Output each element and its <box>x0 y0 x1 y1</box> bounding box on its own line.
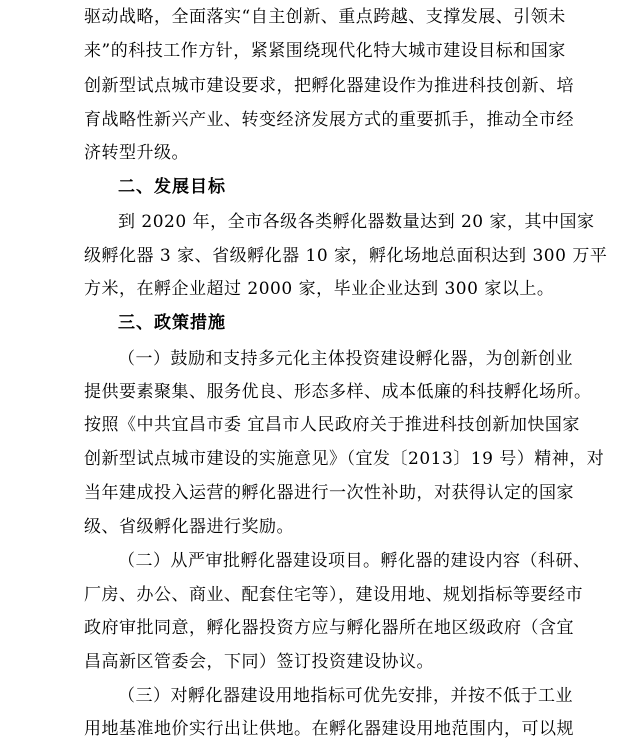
intro-line-2: 来”的科技工作方针，紧紧围绕现代化特大城市建设目标和国家 <box>84 41 566 61</box>
goals-line-2: 级孵化器 3 家、省级孵化器 10 家，孵化场地总面积达到 300 万平 <box>84 246 608 266</box>
measure-2-line-4: 昌高新区管委会，下同）签订投资建设协议。 <box>84 652 434 672</box>
measure-1-line-6: 级、省级孵化器进行奖励。 <box>84 517 294 537</box>
goals-line-3: 方米，在孵企业超过 2000 家，毕业企业达到 300 家以上。 <box>84 279 555 299</box>
section-heading-measures: 三、政策措施 <box>118 313 226 333</box>
measure-2-line-1: （二）从严审批孵化器建设项目。孵化器的建设内容（科研、 <box>118 551 591 571</box>
measure-3-line-2: 用地基准地价实行出让供地。在孵化器建设用地范围内，可以规 <box>84 719 574 739</box>
measure-2-line-2: 厂房、办公、商业、配套住宅等），建设用地、规划指标等要经市 <box>84 585 583 605</box>
measure-1-line-1: （一）鼓励和支持多元化主体投资建设孵化器，为创新创业 <box>118 349 573 369</box>
measure-1-line-3: 按照《中共宜昌市委 宜昌市人民政府关于推进科技创新加快国家 <box>84 415 580 435</box>
intro-line-5: 济转型升级。 <box>84 143 189 163</box>
measure-1-line-4: 创新型试点城市建设的实施意见》（宜发〔2013〕19 号）精神，对 <box>84 449 605 469</box>
goals-line-1: 到 2020 年，全市各级各类孵化器数量达到 20 家，其中国家 <box>118 212 595 232</box>
measure-1-line-2: 提供要素聚集、服务优良、形态多样、成本低廉的科技孵化场所。 <box>84 382 592 402</box>
measure-1-line-5: 当年建成投入运营的孵化器进行一次性补助，对获得认定的国家 <box>84 483 574 503</box>
section-heading-goals: 二、发展目标 <box>118 177 226 197</box>
intro-line-4: 育战略性新兴产业、转变经济发展方式的重要抓手，推动全市经 <box>84 110 574 130</box>
intro-line-1: 驱动战略，全面落实“自主创新、重点跨越、支撑发展、引领未 <box>84 7 566 27</box>
measure-3-line-1: （三）对孵化器建设用地指标可优先安排，并按不低于工业 <box>118 686 573 706</box>
measure-2-line-3: 政府审批同意，孵化器投资方应与孵化器所在地区级政府（含宜 <box>84 618 574 638</box>
intro-line-3: 创新型试点城市建设要求，把孵化器建设作为推进科技创新、培 <box>84 76 574 96</box>
